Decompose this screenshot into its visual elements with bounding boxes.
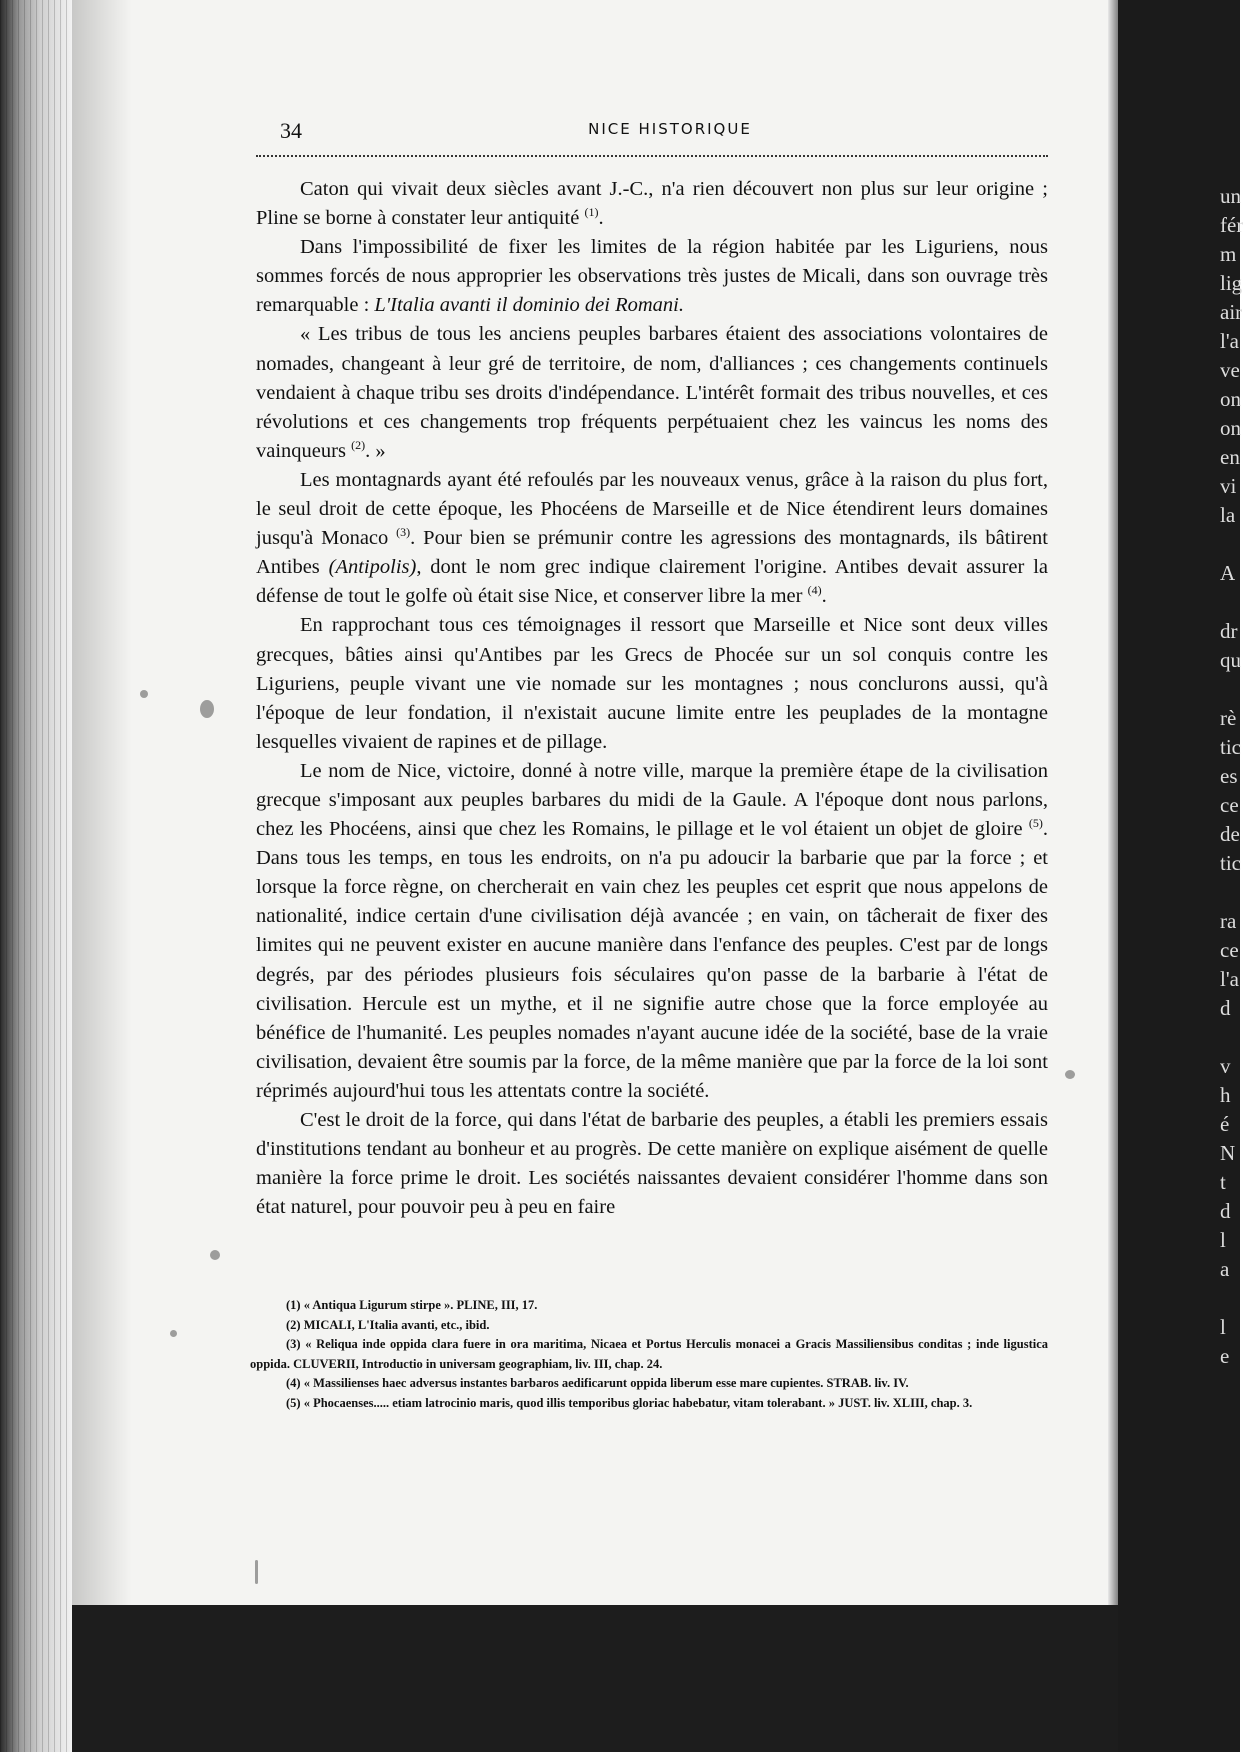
running-head: NICE HISTORIQUE (588, 120, 752, 138)
facing-page-fragment (1220, 1284, 1240, 1313)
facing-page-fragment: on (1220, 387, 1241, 411)
page-header (280, 118, 1060, 148)
facing-page-fragment: l (1220, 1315, 1226, 1339)
facing-page-fragment: N (1220, 1141, 1236, 1165)
facing-page-fragment: qu (1220, 648, 1241, 672)
scan-speck (210, 1250, 220, 1260)
footnotes (250, 1296, 1048, 1413)
facing-page-fragment: m (1220, 242, 1237, 266)
facing-page-fragment: e (1220, 1344, 1230, 1368)
facing-page-fragment: t (1220, 1170, 1226, 1194)
facing-page-fragment: ce (1220, 793, 1239, 817)
paragraph: Dans l'impossibilité de fixer les limites de la région habitée par les Liguriens, nous sommes forcés de nous approprier les observations très justes de Micali, dans son ouvrage très remarquable : L'Italia avanti il dominio dei Romani. (256, 236, 1048, 317)
scan-speck (170, 1330, 177, 1337)
paragraph: Le nom de Nice, victoire, donné à notre ville, marque la première étape de la civilisation grecque s'imposant aux peuples barbares du midi de la Gaule. A l'époque dont nous parlons, chez les Phocéens, ainsi que chez les Romains, le pillage et le vol étaient un objet de gloire $^{(5)}$. Dans tous les temps, en tous les endroits, on n'a pu adoucir la barbarie que par la force ; et lorsque la force règne, on chercherait en vain chez les peuples cet esprit que nous appelons de nationalité, indice certain d'une civilisation déjà avancée ; en vain, on tâcherait de fixer des limites qui ne peuvent exister en aucune manière dans l'enfance des peuples. C'est par de longs degrés, par des périodes plusieurs fois séculaires qu'on passe de la barbarie à l'état de civilisation. Hercule est un mythe, et il ne signifie autre chose que la force employée au bénéfice de l'humanité. Les peuples nomades n'ayant aucune idée de la société, base de la vraie civilisation, devaient être soumis par la force, de la même manière que par la force de la loi sont réprimés aujourd'hui tous les attentats contre la société. (256, 759, 1048, 1102)
facing-page-fragment: é (1220, 1112, 1230, 1136)
scan-speck (140, 690, 148, 698)
book-title: L'Italia avanti il dominio dei Romani. (374, 294, 684, 317)
scan-speck (200, 700, 214, 718)
facing-page-fragment: a (1220, 1257, 1230, 1281)
facing-page-fragment: en (1220, 445, 1240, 469)
facing-page-fragment (1220, 1023, 1240, 1052)
facing-page-fragment: tic (1220, 735, 1241, 759)
paragraph: Caton qui vivait deux siècles avant J.-C., n'a rien découvert non plus sur leur origine ; Pline se borne à constater leur antiquité $^{(1)}$. (256, 178, 1048, 230)
facing-page-fragment: d (1220, 1199, 1231, 1223)
body-text (256, 175, 1048, 1222)
facing-page-fragment: de (1220, 822, 1240, 846)
facing-page-fragment (1220, 588, 1240, 617)
facing-page-fragment: vi (1220, 474, 1237, 498)
paragraph: En rapprochant tous ces témoignages il ressort que Marseille et Nice sont deux villes grecques, bâties ainsi qu'Antibes par les Grecs de Phocée sur un sol conquis contre les Liguriens, peuple vivant une vie nomade sur les montagnes ; nous conclurons aussi, qu'à l'époque de leur fondation, il n'existait aucune limite entre les peuplades de la montagne lesquelles vivaient de rapines et de pillage. (256, 614, 1048, 753)
header-rule (256, 155, 1048, 157)
facing-page-fragment (1220, 878, 1240, 907)
scan-speck (1065, 1070, 1075, 1079)
paragraph: « Les tribus de tous les anciens peuples barbares étaient des associations volontaires de nomades, changeant à leur gré de territoire, de nom, d'alliances ; ces changements continuels vendaient à chaque tribu ses droits d'indépendance. L'intérêt formait des tribus nouvelles, et ces révolutions et ces changements trop fréquents perpétuaient chez les vaincus les noms des vainqueurs $^{(2)}$. » (256, 323, 1048, 462)
facing-page-fragment: ra (1220, 909, 1237, 933)
footnote: (4) « Massilienses haec adversus instantes barbaros aedificarunt oppida liberum esse mare cupientes. STRAB. liv. IV. (286, 1376, 909, 1390)
facing-page-fragment: h (1220, 1083, 1231, 1107)
facing-page-fragment (1220, 675, 1240, 704)
footnote: (3) « Reliqua inde oppida clara fuere in ora maritima, Nicaea et Portus Herculis monacei a Gracis Massiliensibus conditas ; inde ligustica oppida. CLUVERII, Introductio in universam geographiam, liv. III, chap. 24. (250, 1337, 1048, 1371)
paragraph: Les montagnards ayant été refoulés par les nouveaux venus, grâce à la raison du plus fort, le seul droit de cette époque, les Phocéens de Marseille et de Nice étendirent leurs domaines jusqu'à Monaco $^{(3)}$. Pour bien se prémunir contre les agressions des montagnards, ils bâtirent Antibes (Antipolis), dont le nom grec indique clairement l'origine. Antibes devait assurer la défense de tout le golfe où était sise Nice, et conserver libre la mer $^{(4)}$. (256, 468, 1048, 608)
facing-page-fragment: es (1220, 764, 1238, 788)
facing-page-fragment: l'a (1220, 967, 1239, 991)
facing-page-fragments (1220, 182, 1243, 1371)
facing-page-fragment: dr (1220, 619, 1238, 643)
facing-page-fragment: ve (1220, 358, 1240, 382)
facing-page-fragment: tic (1220, 851, 1241, 875)
facing-page-fragment: un (1220, 184, 1241, 208)
scan-speck (255, 1560, 258, 1584)
facing-page-fragment: l'a (1220, 329, 1239, 353)
facing-page-fragment: la (1220, 503, 1236, 527)
facing-page-fragment: A (1220, 561, 1236, 585)
facing-page-fragment: ce (1220, 938, 1239, 962)
binding-texture (0, 0, 72, 1752)
facing-page-fragment: v (1220, 1054, 1231, 1078)
facing-page-fragment: air (1220, 300, 1243, 324)
facing-page-fragment (1220, 530, 1240, 559)
facing-page-fragment: d (1220, 996, 1231, 1020)
page-shade (72, 0, 132, 1610)
facing-page-fragment: rè (1220, 706, 1237, 730)
footnote: (2) MICALI, L'Italia avanti, etc., ibid. (286, 1317, 490, 1332)
paragraph: C'est le droit de la force, qui dans l'état de barbarie des peuples, a établi les premiers essais d'institutions tendant au bonheur et au progrès. De cette manière on explique aisément de quelle manière la force prime le droit. Les sociétés naissantes devaient considérer l'homme dans son état naturel, pour pouvoir peu à peu en faire (256, 1109, 1048, 1219)
facing-page-fragment: l (1220, 1228, 1226, 1252)
bottom-shadow (72, 1605, 1118, 1752)
facing-page-fragment: on (1220, 416, 1241, 440)
facing-page-fragment: fér (1220, 213, 1243, 237)
footnote: (1) « Antiqua Ligurum stirpe ». PLINE, III, 17. (286, 1298, 538, 1312)
footnote: (5) « Phocaenses..... etiam latrocinio maris, quod illis temporibus gloriac habebatur, vitam tolerabant. » JUST. liv. XLIII, chap. 3. (286, 1395, 973, 1410)
page-number: 34 (280, 118, 302, 143)
facing-page-fragment: lig (1220, 271, 1243, 295)
